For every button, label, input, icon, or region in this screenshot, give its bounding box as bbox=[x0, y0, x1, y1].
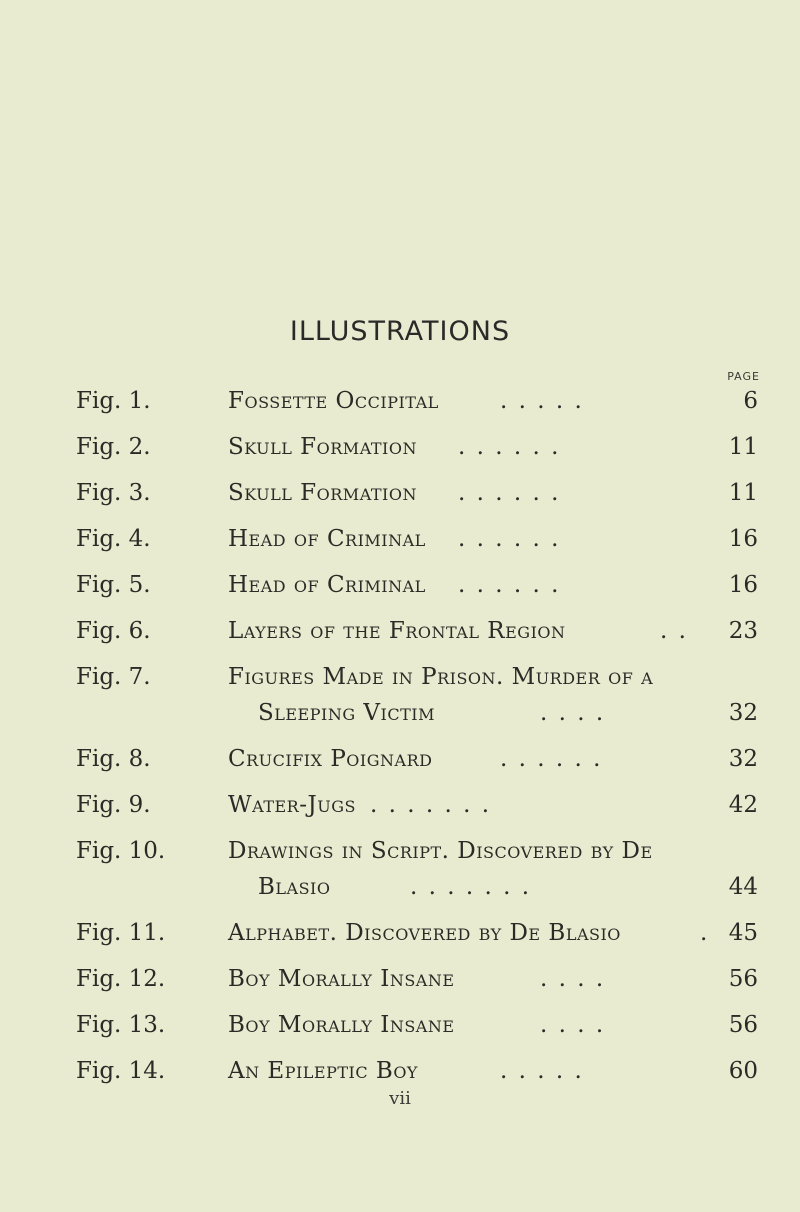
figure-number: Fig. 4. bbox=[76, 526, 151, 552]
page-column-header: PAGE bbox=[727, 370, 760, 383]
figure-caption: Skull Formation bbox=[228, 480, 417, 506]
figure-caption: An Epileptic Boy bbox=[228, 1058, 418, 1084]
page-number: 32 bbox=[728, 746, 758, 772]
figure-caption: Drawings in Script. Discovered by De bbox=[228, 838, 653, 864]
page-number: 45 bbox=[728, 920, 758, 946]
page-number: 44 bbox=[728, 874, 758, 900]
figure-number: Fig. 14. bbox=[76, 1058, 166, 1084]
page-number: 11 bbox=[728, 480, 758, 506]
figure-number: Fig. 11. bbox=[76, 920, 166, 946]
figure-number: Fig. 7. bbox=[76, 664, 151, 690]
list-item bbox=[0, 388, 800, 424]
figure-caption: Head of Criminal bbox=[228, 526, 426, 552]
figure-caption: Boy Morally Insane bbox=[228, 966, 455, 992]
leader-dots: . . . . . . bbox=[458, 434, 561, 460]
leader-dots: . . . . . bbox=[500, 388, 584, 414]
leader-dots: . . . . . . . bbox=[370, 792, 492, 818]
figure-caption: Head of Criminal bbox=[228, 572, 426, 598]
list-item bbox=[0, 526, 800, 562]
leader-dots: . . . . . . bbox=[458, 526, 561, 552]
figure-number: Fig. 8. bbox=[76, 746, 151, 772]
list-item bbox=[0, 434, 800, 470]
figure-number: Fig. 3. bbox=[76, 480, 151, 506]
leader-dots: . . . . . . bbox=[458, 480, 561, 506]
folio: vii bbox=[389, 1088, 411, 1109]
leader-dots: . . . . . . . bbox=[410, 874, 532, 900]
figure-caption: Layers of the Frontal Region bbox=[228, 618, 566, 644]
figure-number: Fig. 2. bbox=[76, 434, 151, 460]
page-title: ILLUSTRATIONS bbox=[289, 316, 511, 347]
page-number: 56 bbox=[728, 1012, 758, 1038]
page-number: 6 bbox=[743, 388, 758, 414]
figure-caption: Figures Made in Prison. Murder of a bbox=[228, 664, 654, 690]
leader-dots: . . . . bbox=[540, 966, 606, 992]
leader-dots: . . . . . . bbox=[458, 572, 561, 598]
page-number: 16 bbox=[728, 526, 758, 552]
figure-caption: Skull Formation bbox=[228, 434, 417, 460]
list-item-continuation bbox=[0, 700, 800, 736]
figure-number: Fig. 5. bbox=[76, 572, 151, 598]
list-item bbox=[0, 664, 800, 700]
list-item bbox=[0, 792, 800, 828]
figure-caption: Water-Jugs bbox=[228, 792, 356, 818]
list-item bbox=[0, 1012, 800, 1048]
leader-dots: . . bbox=[660, 618, 688, 644]
leader-dots: . . . . bbox=[540, 1012, 606, 1038]
page-number: 11 bbox=[728, 434, 758, 460]
leader-dots: . . . . bbox=[540, 700, 606, 726]
page-number: 42 bbox=[728, 792, 758, 818]
figure-caption: Alphabet. Discovered by De Blasio bbox=[228, 920, 621, 946]
list-item bbox=[0, 572, 800, 608]
figure-number: Fig. 6. bbox=[76, 618, 151, 644]
leader-dots: . bbox=[700, 920, 710, 946]
figure-caption: Crucifix Poignard bbox=[228, 746, 433, 772]
page-number: 23 bbox=[728, 618, 758, 644]
figure-caption-continued: Blasio bbox=[258, 874, 331, 900]
page-number: 60 bbox=[728, 1058, 758, 1084]
list-item bbox=[0, 920, 800, 956]
figure-caption-continued: Sleeping Victim bbox=[258, 700, 435, 726]
leader-dots: . . . . . . bbox=[500, 746, 603, 772]
figure-caption: Boy Morally Insane bbox=[228, 1012, 455, 1038]
page-number: 16 bbox=[728, 572, 758, 598]
figure-caption: Fossette Occipital bbox=[228, 388, 439, 414]
page-number: 56 bbox=[728, 966, 758, 992]
list-item-continuation bbox=[0, 874, 800, 910]
figure-number: Fig. 10. bbox=[76, 838, 166, 864]
list-item bbox=[0, 480, 800, 516]
figure-number: Fig. 9. bbox=[76, 792, 151, 818]
list-item bbox=[0, 838, 800, 874]
list-item bbox=[0, 966, 800, 1002]
list-item bbox=[0, 618, 800, 654]
figure-number: Fig. 12. bbox=[76, 966, 166, 992]
figure-number: Fig. 1. bbox=[76, 388, 151, 414]
list-item bbox=[0, 746, 800, 782]
leader-dots: . . . . . bbox=[500, 1058, 584, 1084]
figure-number: Fig. 13. bbox=[76, 1012, 166, 1038]
page-number: 32 bbox=[728, 700, 758, 726]
